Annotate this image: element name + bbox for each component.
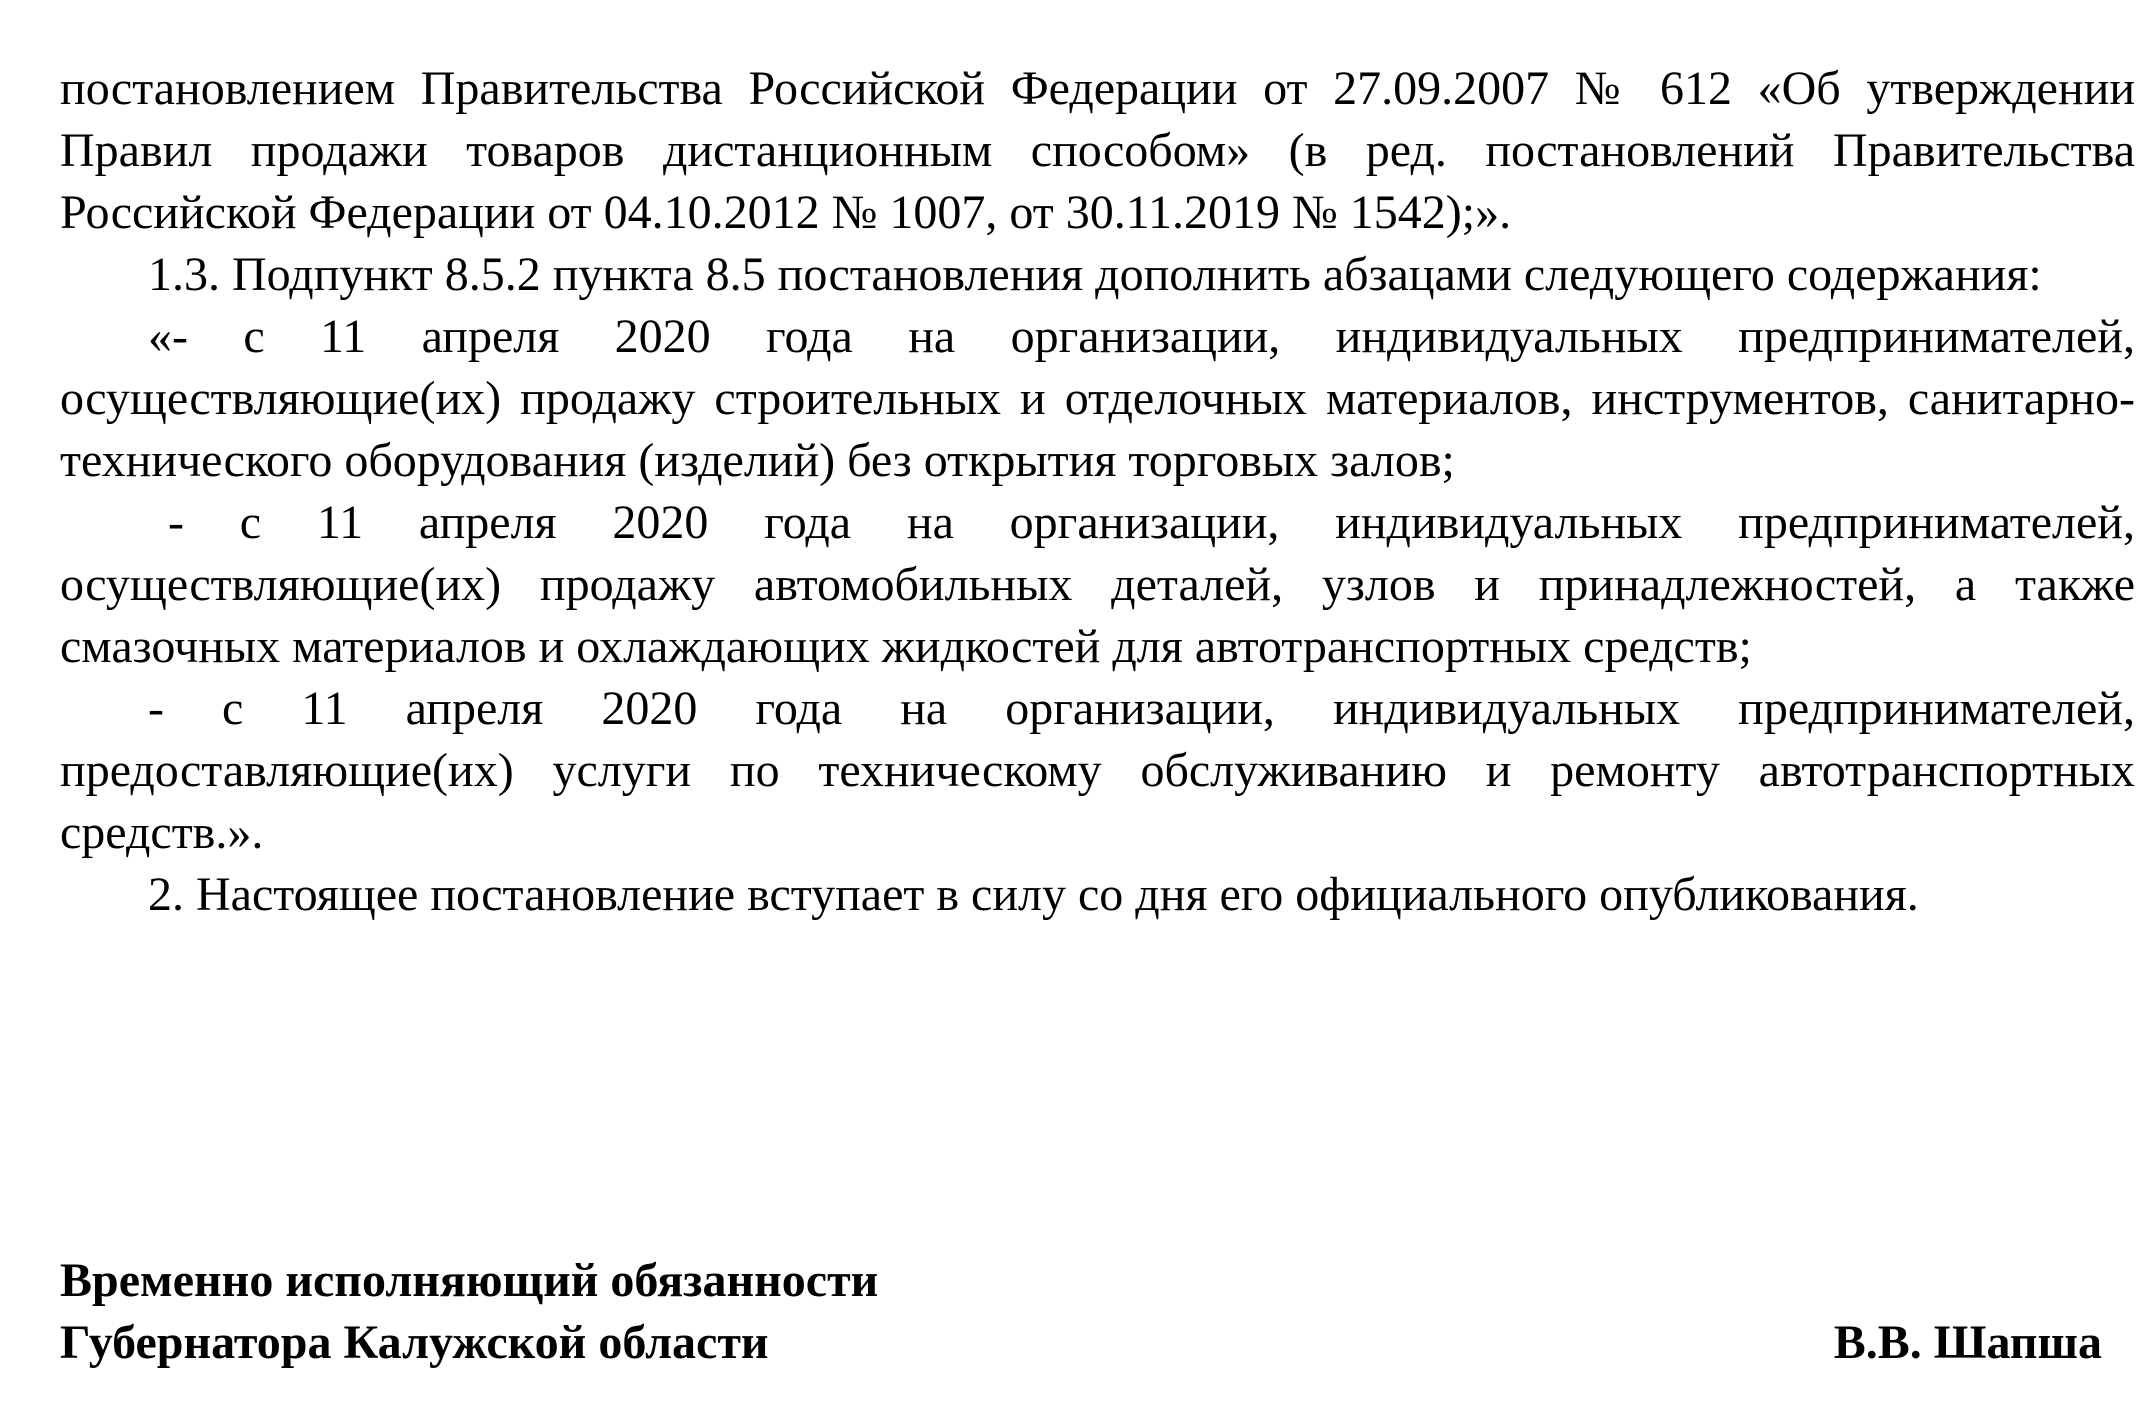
signature-row <box>60 1312 2102 1374</box>
paragraph-continuation: постановлением Правительства Российской Федерации от 27.09.2007 № 612 «Об утверждении Правил продажи товаров дистанционным способом» (в ред. постановлений Правительства Российской Федерации от 04.10.2012 № 1007, от 30.11.2019 № 1542);». <box>60 62 2135 239</box>
paragraph-1-3: 1.3. Подпункт 8.5.2 пункта 8.5 постановления дополнить абзацами следующего содержания: <box>148 248 2042 301</box>
signature-name: В.В. Шапша <box>1833 1316 2102 1369</box>
paragraph-bullet-construction: «- с 11 апреля 2020 года на организации, индивидуальных предпринимателей, осуществляющие(их) продажу строительных и отделочных материалов, инструментов, санитарно-технического оборудования (изделий) без открытия торговых залов; <box>60 310 2135 487</box>
signature-position-line2: Губернатора Калужской области <box>60 1316 769 1369</box>
document-body <box>60 58 2135 926</box>
paragraph-2: 2. Настоящее постановление вступает в силу со дня его официального опубликования. <box>148 868 1919 921</box>
signature-block <box>60 1250 2102 1374</box>
paragraph-bullet-auto-service: - с 11 апреля 2020 года на организации, индивидуальных предпринимателей, предоставляющие(их) услуги по техническому обслуживанию и ремонту автотранспортных средств.». <box>60 682 2135 859</box>
signature-position-line1: Временно исполняющий обязанности <box>60 1254 879 1307</box>
paragraph-bullet-auto-parts: - с 11 апреля 2020 года на организации, индивидуальных предпринимателей, осуществляющие(их) продажу автомобильных деталей, узлов и принадлежностей, а также смазочных материалов и охлаждающих жидкостей для автотранспортных средств; <box>60 496 2135 673</box>
